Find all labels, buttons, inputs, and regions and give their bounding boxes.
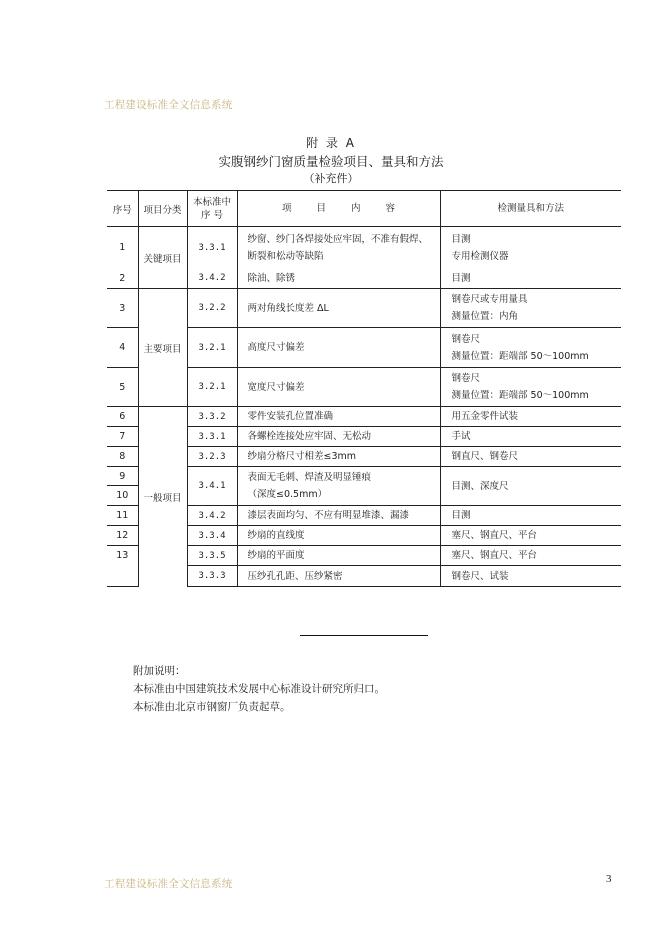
row-method: 手试 [440, 427, 621, 447]
row-clause: 3.3.2 [187, 407, 237, 427]
header-category: 项目分类 [138, 191, 187, 227]
row-clause: 3.3.1 [187, 227, 237, 269]
row-content: 宽度尺寸偏差 [237, 368, 440, 407]
notes-line: 本标准由中国建筑技术发展中心标准设计研究所归口。 [133, 683, 385, 695]
row-method: 目测 专用检测仪器 [451, 233, 509, 262]
row-method: 钢卷尺、试装 [440, 566, 621, 587]
table-row [107, 227, 621, 269]
row-method: 目测 [440, 269, 621, 289]
row-content: 零件安装孔位置准确 [237, 407, 440, 427]
page-title: 实腹钢纱门窗质量检验项目、量具和方法 [218, 154, 444, 169]
row-clause: 3.2.1 [187, 368, 237, 407]
row-clause: 3.3.1 [187, 427, 237, 447]
appendix-label: 附 录 A [306, 136, 356, 150]
row-content: 表面无毛刺、焊渣及明显锤痕 （深度≤0.5mm） [237, 467, 440, 506]
watermark-bottom: 工程建设标准全文信息系统 [104, 878, 233, 890]
row-method: 用五金零件试装 [440, 407, 621, 427]
category-cell: 关键项目 [138, 227, 187, 289]
row-content: 各螺栓连接处应牢固、无松动 [237, 427, 440, 447]
row-seq: 10 [107, 486, 138, 506]
row-method: 目测、深度尺 [440, 467, 621, 506]
row-content: 高度尺寸偏差 [237, 328, 440, 368]
row-clause: 3.2.2 [187, 289, 237, 328]
table-row [107, 407, 621, 427]
category-cell: 主要项目 [138, 289, 187, 407]
row-content: 纱扇分格尺寸相差≤3mm [237, 447, 440, 467]
header-method: 检测量具和方法 [440, 191, 621, 227]
row-clause: 3.4.2 [187, 506, 237, 526]
row-clause: 3.2.1 [187, 328, 237, 368]
row-content: 压纱孔孔距、压纱紧密 [237, 566, 440, 587]
row-seq [107, 566, 138, 587]
header-seq: 序号 [107, 191, 138, 227]
table-header-row [107, 191, 621, 227]
notes-line: 本标准由北京市钢窗厂负责起草。 [133, 701, 291, 713]
section-divider [300, 635, 428, 636]
notes-heading: 附加说明： [133, 665, 186, 677]
row-seq: 8 [107, 447, 138, 467]
row-method: 钢卷尺 测量位置：距端部 50～100mm [440, 328, 621, 368]
row-method: 塞尺、钢直尺、平台 [440, 526, 621, 546]
category-cell: 一般项目 [138, 407, 187, 587]
row-content: 纱扇的直线度 [237, 526, 440, 546]
row-seq: 13 [107, 546, 138, 566]
row-seq: 6 [107, 407, 138, 427]
row-method: 钢卷尺或专用量具 测量位置：内角 [440, 289, 621, 328]
table-row [107, 289, 621, 328]
row-seq: 3 [107, 289, 138, 328]
row-method: 钢直尺、钢卷尺 [440, 447, 621, 467]
row-method: 目测 [440, 506, 621, 526]
row-seq: 9 [107, 467, 138, 486]
inspection-table [107, 190, 621, 587]
row-seq: 7 [107, 427, 138, 447]
row-seq: 12 [107, 526, 138, 546]
row-content: 漆层表面均匀、不应有明显堆漆、漏漆 [237, 506, 440, 526]
row-method: 塞尺、钢直尺、平台 [440, 546, 621, 566]
row-seq: 1 [107, 227, 138, 269]
row-clause: 3.4.1 [187, 467, 237, 506]
row-clause: 3.3.4 [187, 526, 237, 546]
row-seq: 2 [107, 269, 138, 289]
row-content: 两对角线长度差 ΔL [237, 289, 440, 328]
row-clause: 3.3.3 [187, 566, 237, 587]
row-clause: 3.4.2 [187, 269, 237, 289]
watermark-top: 工程建设标准全文信息系统 [104, 99, 233, 111]
page-number: 3 [606, 873, 612, 885]
row-clause: 3.2.3 [187, 447, 237, 467]
row-seq: 4 [107, 328, 138, 368]
page-subtitle: （补充件） [303, 172, 359, 185]
header-content: 项 目 内 容 [237, 191, 440, 227]
header-clause: 本标准中 序 号 [187, 191, 237, 227]
additional-notes [133, 662, 385, 716]
row-seq: 5 [107, 368, 138, 407]
row-content: 纱窗、纱门各焊接处应牢固，不准有假焊、 断裂和松动等缺陷 [237, 227, 440, 269]
row-method: 钢卷尺 测量位置：距端部 50～100mm [440, 368, 621, 407]
row-content: 除油、除锈 [237, 269, 440, 289]
row-seq: 11 [107, 506, 138, 526]
row-clause: 3.3.5 [187, 546, 237, 566]
row-content: 纱扇的平面度 [237, 546, 440, 566]
